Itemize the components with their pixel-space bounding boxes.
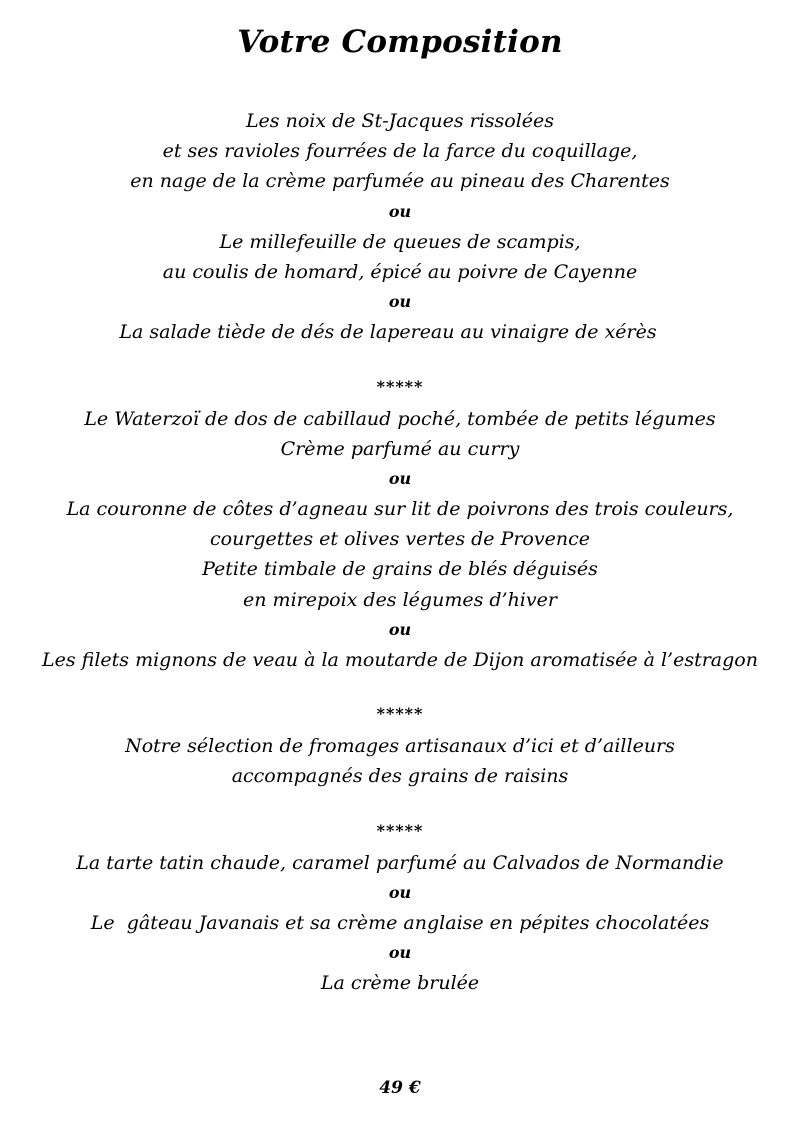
main-line: Petite timbale de grains de blés déguisés: [202, 558, 598, 581]
dessert-line: Le gâteau Javanais et sa crème anglaise en pépites chocolatées: [90, 911, 710, 934]
main-line: Le Waterzoï de dos de cabillaud poché, tombée de petits légumes: [84, 407, 716, 430]
main-line: Les filets mignons de veau à la moutarde de Dijon aromatisée à l’estragon: [42, 649, 758, 671]
starter-line: La salade tiède de dés de lapereau au vinaigre de xérès: [119, 321, 657, 344]
menu-body: [0, 106, 800, 999]
starters-section: [0, 106, 800, 348]
course-separator: *****: [376, 704, 424, 724]
starter-line: Le millefeuille de queues de scampis,: [219, 230, 581, 253]
starter-line: Les noix de St-Jacques rissolées: [245, 110, 555, 132]
dessert-line: La crème brulée: [320, 972, 480, 995]
dessert-line: La tarte tatin chaude, caramel parfumé au Calvados de Normandie: [76, 851, 724, 874]
starter-line: au coulis de homard, épicé au poivre de Cayenne: [162, 260, 638, 283]
main-line: en mirepoix des légumes d’hiver: [243, 588, 557, 611]
desserts-section: [0, 848, 800, 999]
mains-section: [0, 404, 800, 676]
main-line: La couronne de côtes d’agneau sur lit de poivrons des trois couleurs,: [66, 498, 734, 521]
course-separator: *****: [376, 376, 424, 396]
or-divider: ou: [388, 619, 412, 639]
or-divider: ou: [388, 201, 412, 221]
cheese-line: Notre sélection de fromages artisanaux d’ici et d’ailleurs: [125, 735, 675, 758]
cheese-line: accompagnés des grains de raisins: [231, 765, 569, 788]
or-divider: ou: [388, 882, 412, 902]
or-divider: ou: [388, 943, 412, 963]
cheese-section: [0, 731, 800, 791]
menu-price: 49 €: [379, 1078, 421, 1098]
menu-title: Votre Composition: [237, 24, 563, 60]
main-line: courgettes et olives vertes de Provence: [210, 528, 590, 551]
or-divider: ou: [388, 468, 412, 488]
or-divider: ou: [388, 292, 412, 312]
starter-line: en nage de la crème parfumée au pineau des Charentes: [130, 170, 670, 193]
main-line: Crème parfumé au curry: [280, 437, 520, 460]
starter-line: et ses ravioles fourrées de la farce du coquillage,: [162, 140, 638, 163]
course-separator: *****: [376, 820, 424, 840]
